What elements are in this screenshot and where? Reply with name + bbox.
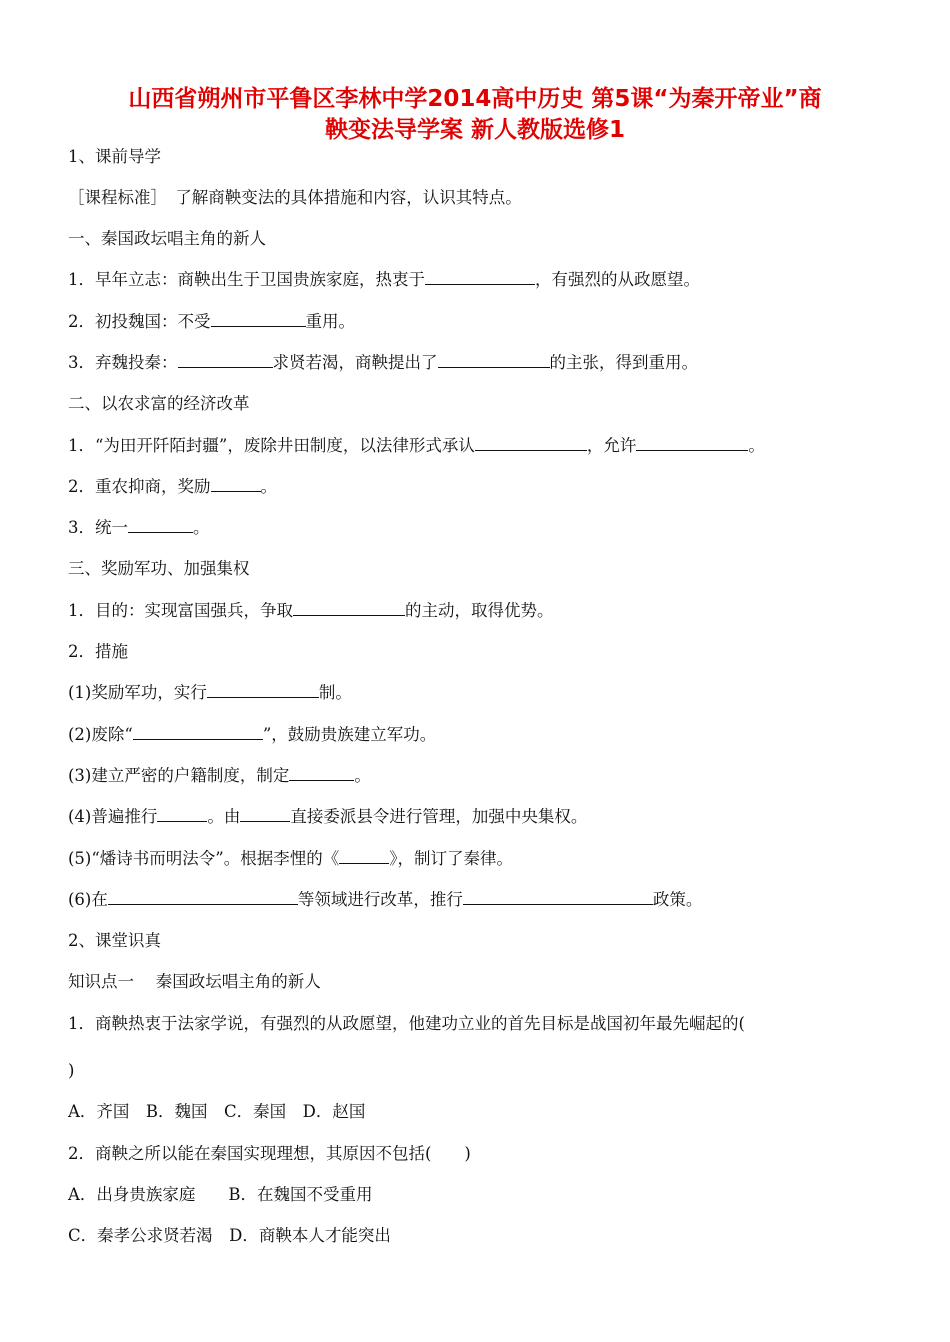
line-text: 2．措施 [68,642,128,661]
fill-in-blank[interactable] [463,890,653,905]
line-text-after: 。 [748,436,765,455]
text-line [68,558,250,580]
fill-in-blank[interactable] [133,725,263,740]
fill-in-blank[interactable] [211,312,306,327]
text-line [68,228,266,250]
line-text-after: 》，制订了秦律。 [389,849,513,868]
text-line [68,1101,365,1123]
line-text: 1、课前导学 [68,147,161,166]
text-line [68,1184,373,1206]
line-text: 2、课堂识真 [68,931,161,950]
text-line [68,269,700,291]
line-text: (6)在 [68,890,108,909]
line-text-after: 。 [260,477,277,496]
fill-in-blank[interactable] [475,436,587,451]
line-text-after: 政策。 [652,890,703,909]
line-text-after: 。 [193,518,210,537]
line-text: (5)“燔诗书而明法令”。根据李悝的《 [68,849,340,868]
line-text-after: ”，鼓励贵族建立军功。 [262,725,437,744]
text-line [68,765,371,787]
line-text: 知识点一 秦国政坛唱主角的新人 [68,972,321,991]
fill-in-blank[interactable] [211,477,261,492]
line-text-after: 。由 [207,807,241,826]
line-text: 一、秦国政坛唱主角的新人 [68,229,266,248]
line-text: 2．重农抑商，奖励 [68,477,211,496]
line-text: 1．商鞅热衷于法家学说，有强烈的从政愿望，他建功立业的首先目标是战国初年最先崛起的( [68,1014,745,1033]
line-text-after: 。 [354,766,371,785]
line-text-after: 制。 [318,683,352,702]
line-text-after: 求贤若渴，商鞅提出了 [272,353,438,372]
text-line [68,311,355,333]
fill-in-blank[interactable] [293,601,405,616]
text-line [68,724,436,746]
line-text-after: ，允许 [586,436,637,455]
line-text-after: 的主动，取得优势。 [405,601,554,620]
line-text: 二、以农求富的经济改革 [68,394,250,413]
text-line [68,517,210,539]
line-text: (2)废除“ [68,725,133,744]
text-line [68,1013,745,1035]
fill-in-blank[interactable] [157,807,207,822]
text-line [68,476,277,498]
fill-in-blank[interactable] [425,270,535,285]
fill-in-blank[interactable] [207,683,319,698]
line-text: ) [68,1061,75,1080]
text-line [68,1225,391,1247]
line-text-after: 等领域进行改革，推行 [297,890,463,909]
text-line [68,806,587,828]
line-text: (3)建立严密的户籍制度，制定 [68,766,290,785]
line-text: C．秦孝公求贤若渴 D．商鞅本人才能突出 [68,1226,391,1245]
fill-in-blank[interactable] [636,436,748,451]
line-text: A．出身贵族家庭 B．在魏国不受重用 [68,1185,373,1204]
text-line [68,600,554,622]
title-line-2: 鞅变法导学案 新人教版选修1 [324,117,625,143]
line-text: 2．商鞅之所以能在秦国实现理想，其原因不包括( ) [68,1144,471,1163]
title-line-1: 山西省朔州市平鲁区李林中学2014高中历史 第5课“为秦开帝业”商 [128,86,822,112]
line-text: 1．早年立志：商鞅出生于卫国贵族家庭，热衷于 [68,270,425,289]
line-text: 三、奖励军功、加强集权 [68,559,250,578]
line-text: 1．“为田开阡陌封疆”，废除井田制度，以法律形式承认 [68,436,475,455]
text-line [68,1060,74,1082]
line-text: 1．目的：实现富国强兵，争取 [68,601,293,620]
text-line [68,930,161,952]
line-text: 3．统一 [68,518,128,537]
line-text: ［课程标准］ 了解商鞅变法的具体措施和内容，认识其特点。 [68,188,522,207]
text-line [68,971,321,993]
text-line [68,889,702,911]
line-text: (4)普遍推行 [68,807,158,826]
line-text-after: 直接委派县令进行管理，加强中央集权。 [290,807,588,826]
text-line [68,393,250,415]
line-text: 2．初投魏国：不受 [68,312,211,331]
line-text: (1)奖励军功，实行 [68,683,207,702]
fill-in-blank[interactable] [240,807,290,822]
text-line [68,187,522,209]
text-line [68,435,765,457]
text-line [68,682,352,704]
line-text-after: 的主张，得到重用。 [549,353,698,372]
fill-in-blank[interactable] [289,766,354,781]
document-title [40,84,910,146]
fill-in-blank[interactable] [108,890,298,905]
fill-in-blank[interactable] [178,353,273,368]
fill-in-blank[interactable] [438,353,550,368]
line-text: 3．弃魏投秦： [68,353,178,372]
line-text: A．齐国 B．魏国 C．秦国 D．赵国 [68,1102,366,1121]
text-line [68,641,128,663]
line-text-after: 重用。 [305,312,355,331]
line-text-after: ，有强烈的从政愿望。 [535,270,700,289]
text-line [68,1143,471,1165]
text-line [68,352,698,374]
fill-in-blank[interactable] [128,518,193,533]
fill-in-blank[interactable] [339,849,389,864]
text-line [68,848,513,870]
text-line [68,146,161,168]
